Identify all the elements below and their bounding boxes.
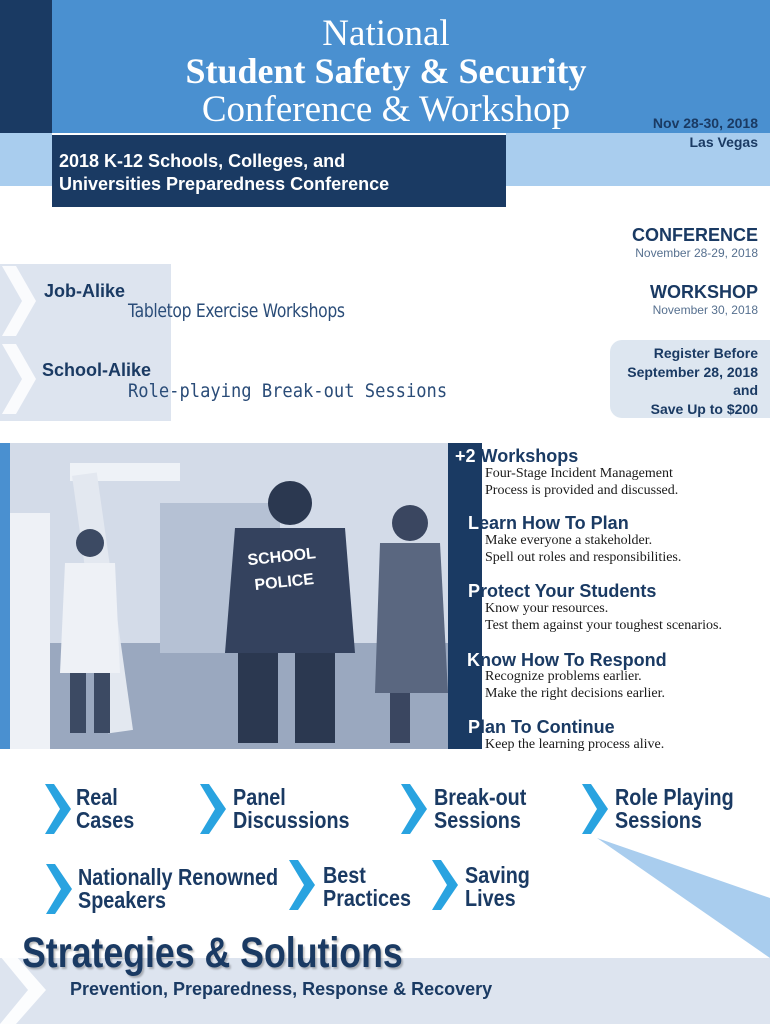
chevron-right-icon bbox=[46, 864, 72, 914]
feature-role-playing-line-2: Sessions bbox=[615, 807, 702, 833]
chevron-right-icon bbox=[289, 860, 315, 910]
feature-panel-line-1: Panel bbox=[233, 784, 286, 810]
footer-title: Strategies & Solutions bbox=[22, 929, 403, 977]
workshops-heading bbox=[455, 446, 578, 467]
feature-best-practices-line-1: Best bbox=[323, 862, 366, 888]
protect-students-desc-2: Test them against your toughest scenarios. bbox=[485, 618, 722, 633]
learn-plan-rest: earn How To Plan bbox=[479, 513, 629, 533]
workshop-label: WORKSHOP bbox=[650, 282, 758, 302]
feature-breakout-line-2: Sessions bbox=[434, 807, 521, 833]
protect-students-cap: P bbox=[468, 581, 481, 601]
chevron-right-icon bbox=[401, 784, 427, 834]
alike-chevron-icon bbox=[2, 266, 42, 416]
feature-role-playing-line-1: Role Playing bbox=[615, 784, 734, 810]
chevron-right-icon bbox=[45, 784, 71, 834]
feature-speakers-line-2: Speakers bbox=[78, 887, 166, 913]
know-respond-rest: now How To Respond bbox=[480, 650, 667, 670]
learn-plan-heading bbox=[468, 513, 629, 534]
know-respond-desc-1: Recognize problems earlier. bbox=[485, 669, 642, 684]
title-line-3: Conference & Workshop bbox=[201, 89, 571, 130]
know-respond-desc-2: Make the right decisions earlier. bbox=[485, 686, 665, 701]
register-line-1: Register Before bbox=[653, 345, 758, 361]
feature-real-cases-line-1: Real bbox=[76, 784, 118, 810]
decorative-triangle bbox=[597, 838, 770, 958]
register-box bbox=[610, 340, 770, 418]
register-line-3: and bbox=[733, 382, 758, 398]
chevron-right-icon bbox=[432, 860, 458, 910]
plan-continue-cap: P bbox=[468, 717, 481, 737]
conference-dates: November 28-29, 2018 bbox=[635, 246, 758, 260]
vest-text-police: POLICE bbox=[253, 570, 315, 595]
protect-students-heading bbox=[468, 581, 656, 602]
register-line-2: September 28, 2018 bbox=[627, 363, 758, 380]
feature-breakout-line-1: Break-out bbox=[434, 784, 527, 810]
security-checkpoint-photo bbox=[10, 443, 448, 749]
plan-continue-rest: lan To Continue bbox=[480, 717, 615, 737]
feature-saving-lives-line-2: Lives bbox=[465, 885, 516, 911]
feature-speakers-line-1: Nationally Renowned bbox=[78, 864, 279, 890]
photo-accent-left bbox=[0, 443, 10, 749]
workshops-heading-rest: Workshops bbox=[475, 446, 579, 466]
learn-plan-desc-2: Spell out roles and responsibilities. bbox=[485, 550, 682, 565]
know-respond-heading bbox=[467, 650, 667, 671]
workshops-heading-cap: +2 bbox=[455, 446, 476, 466]
header-accent-dark bbox=[0, 0, 52, 133]
school-alike-subtitle: Role-playing Break-out Sessions bbox=[128, 380, 448, 402]
subtitle-box bbox=[52, 135, 506, 207]
conference-label: CONFERENCE bbox=[631, 225, 758, 245]
protect-students-desc-1: Know your resources. bbox=[485, 601, 609, 616]
feature-saving-lives-line-1: Saving bbox=[465, 862, 530, 888]
photo-illustration bbox=[10, 443, 448, 749]
event-location: Las Vegas bbox=[689, 134, 758, 150]
workshop-dates: November 30, 2018 bbox=[652, 303, 758, 317]
plan-continue-desc-1: Keep the learning process alive. bbox=[485, 737, 665, 752]
chevron-right-icon bbox=[200, 784, 226, 834]
footer-tagline: Prevention, Preparedness, Response & Recovery bbox=[70, 979, 493, 999]
title-line-1: National bbox=[322, 13, 450, 54]
subtitle-line-1: 2018 K-12 Schools, Colleges, and bbox=[59, 151, 346, 171]
feature-panel-line-2: Discussions bbox=[233, 807, 350, 833]
feature-best-practices-line-2: Practices bbox=[323, 885, 411, 911]
plan-continue-heading bbox=[468, 717, 615, 738]
job-alike-subtitle: Tabletop Exercise Workshops bbox=[128, 300, 345, 322]
chevron-right-icon bbox=[582, 784, 608, 834]
vest-text-school: SCHOOL bbox=[246, 545, 317, 570]
learn-plan-cap: L bbox=[468, 513, 479, 533]
workshops-desc-1: Four-Stage Incident Management bbox=[485, 466, 673, 481]
school-alike-title: School-Alike bbox=[42, 360, 152, 380]
feature-real-cases-line-2: Cases bbox=[76, 807, 135, 833]
header-accent-light-left bbox=[0, 133, 52, 186]
job-alike-title: Job-Alike bbox=[44, 281, 126, 301]
know-respond-cap: K bbox=[467, 650, 480, 670]
protect-students-rest: rotect Your Students bbox=[480, 581, 657, 601]
title-line-2: Student Safety & Security bbox=[185, 51, 587, 91]
learn-plan-desc-1: Make everyone a stakeholder. bbox=[485, 533, 653, 548]
workshops-desc-2: Process is provided and discussed. bbox=[485, 483, 679, 498]
subtitle-line-2: Universities Preparedness Conference bbox=[59, 174, 390, 194]
register-line-4: Save Up to $200 bbox=[650, 400, 758, 417]
event-date: Nov 28-30, 2018 bbox=[652, 115, 758, 131]
